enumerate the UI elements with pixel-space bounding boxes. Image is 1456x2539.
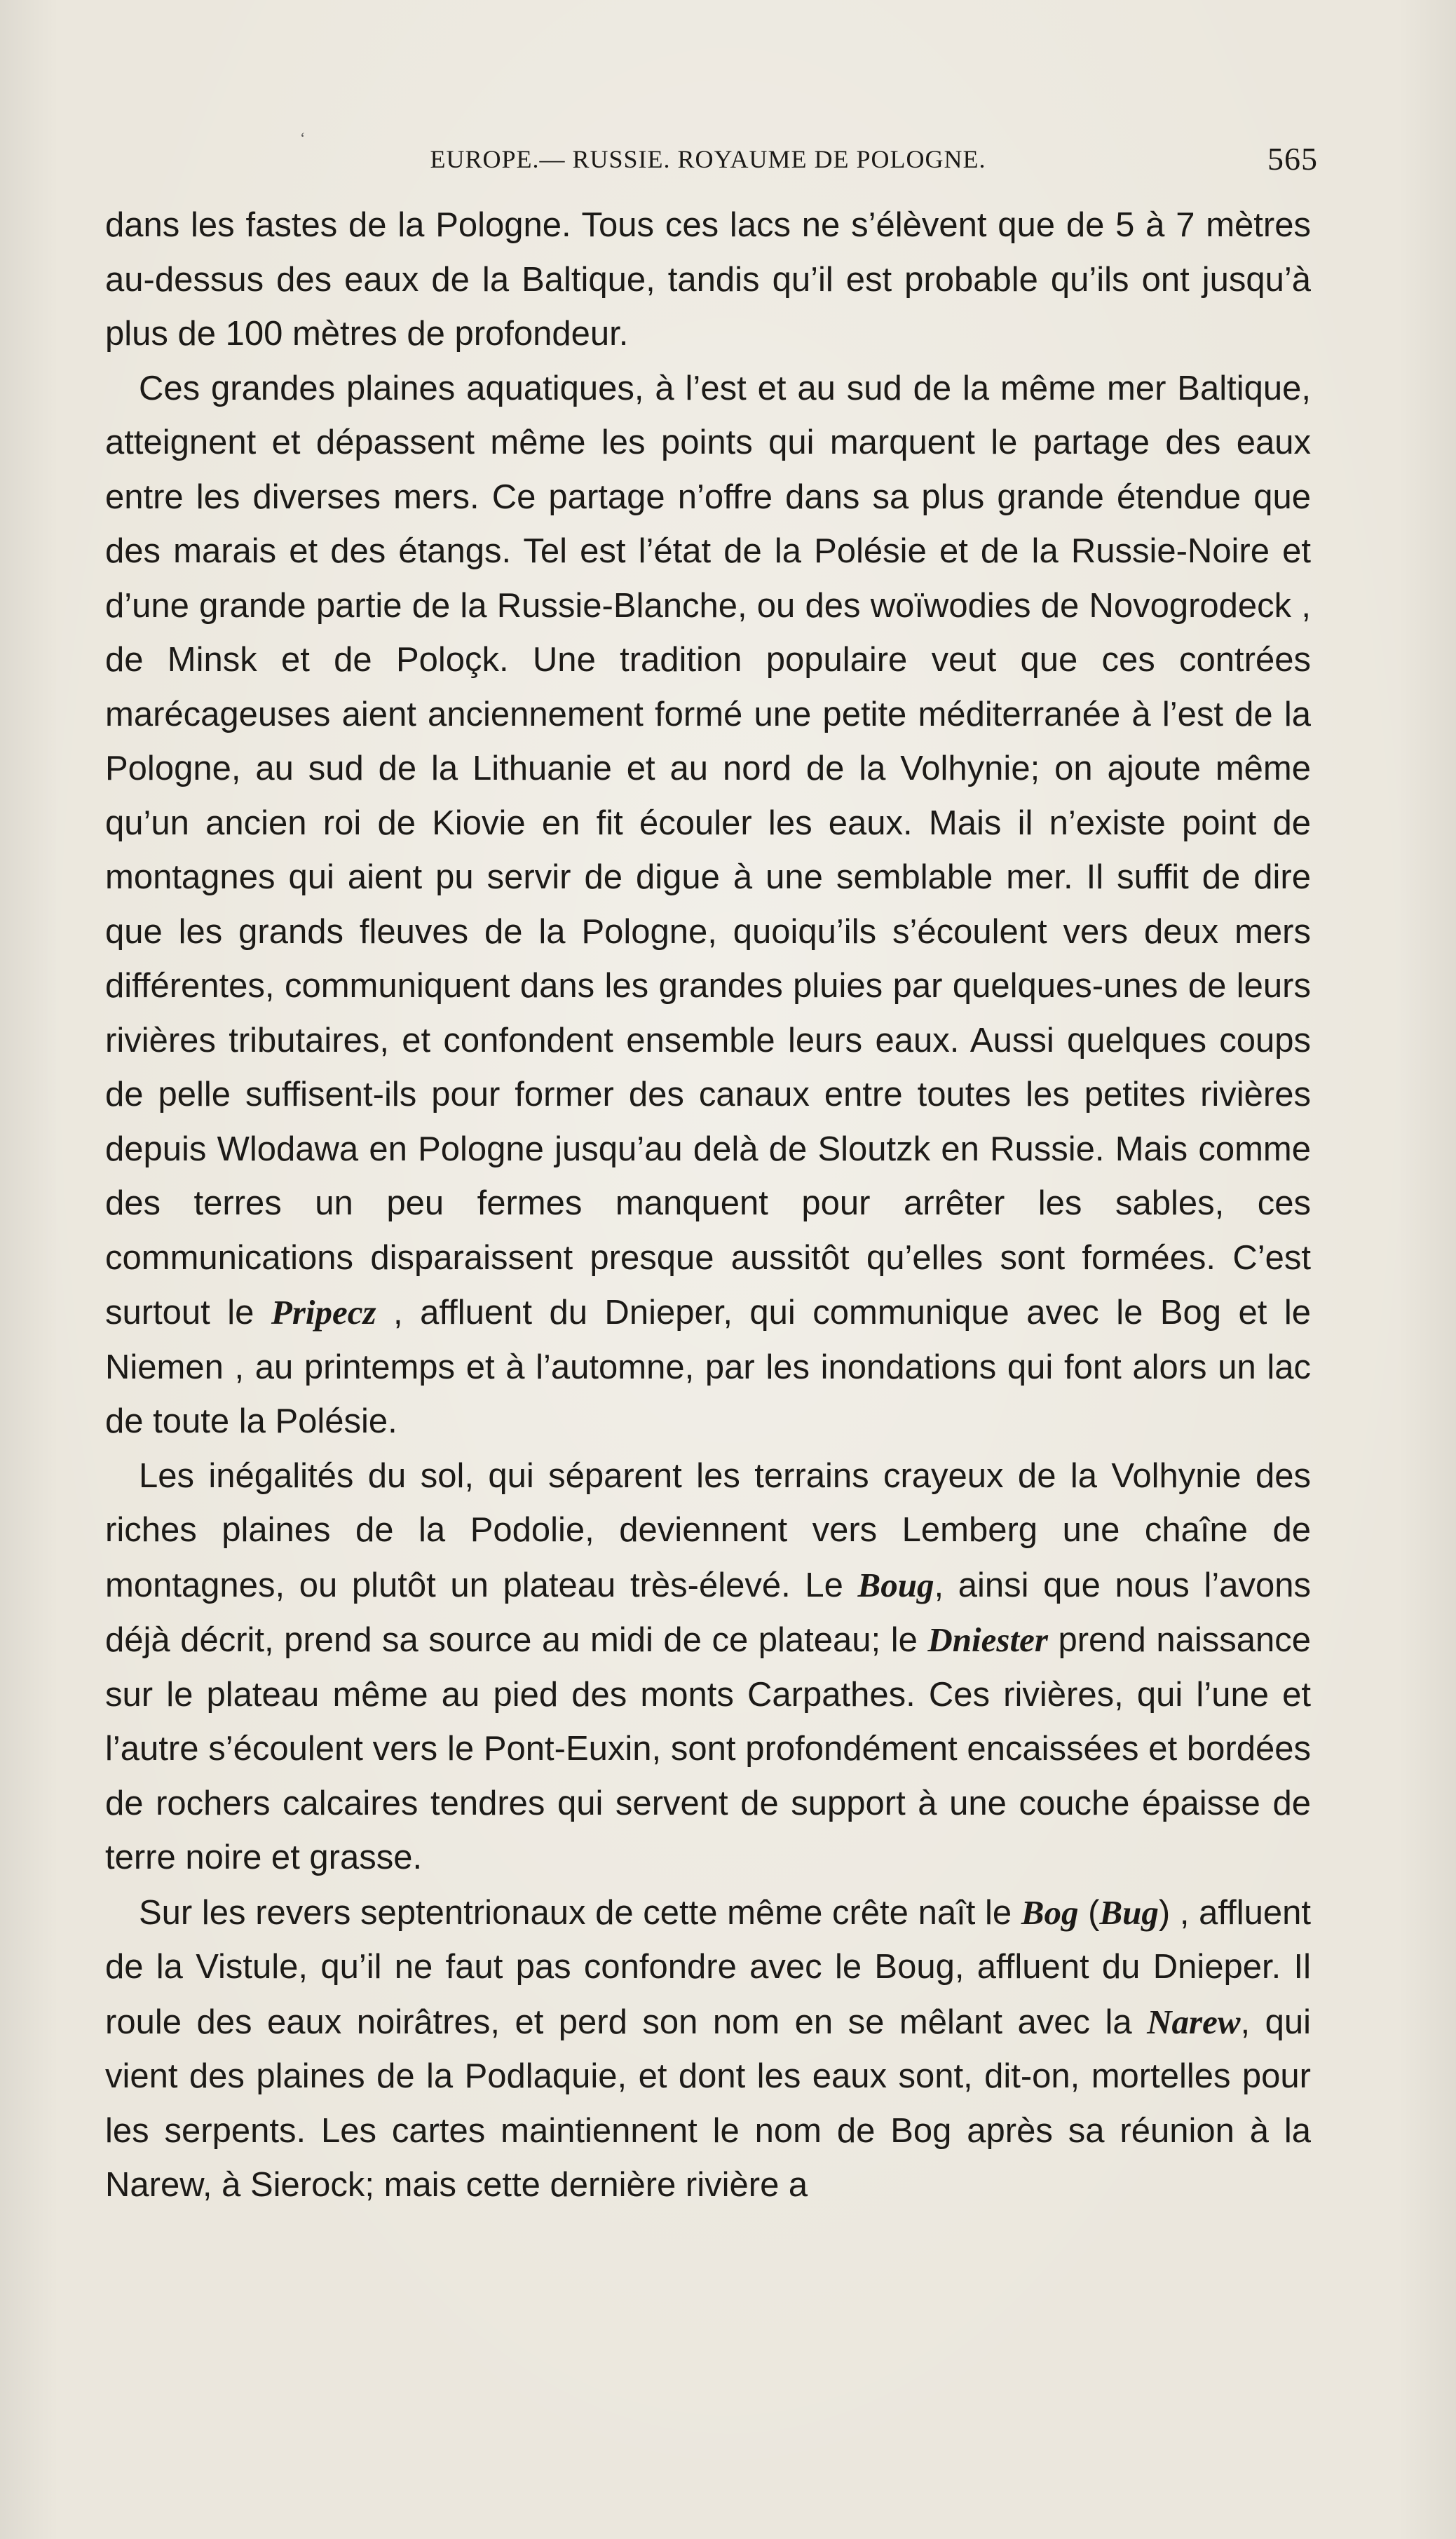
paragraph-3-text-a: Les inégalités du sol, qui séparent les terrains crayeux de la Volhynie des riches plaines de la Podolie, deviennent vers Lemberg une chaîne de montagnes, ou plutôt un plateau très-élevé. Le [105, 1456, 1311, 1604]
running-head [98, 140, 1318, 182]
paragraph-2-text-a: Ces grandes plaines aquatiques, à l’est et au sud de la même mer Baltique, atteignent et dépassent même les points qui marquent le partage des eaux entre les diverses mers. Ce partage n’offre dans sa plus grande étendue que des marais et des étangs. Tel est l’état de la Polésie et de la Russie-Noire et d’une grande partie de la Russie-Blanche, ou des woïwodies de Novogrodeck , de Minsk et de Poloçk. Une tradition populaire veut que ces contrées marécageuses aient anciennement formé une petite méditerranée à l’est de la Pologne, au sud de la Lithuanie et au nord de la Volhynie; on ajoute même qu’un ancien roi de Kiovie en fit écouler les eaux. Mais il n’existe point de montagnes qui aient pu servir de digue à une semblable mer. Il suffit de dire que les grands fleuves de la Pologne, quoiqu’ils s’écoulent vers deux mers différentes, communiquent dans les grandes pluies par quelques-unes de leurs rivières tributaires, et confondent ensemble leurs eaux. Aussi quelques coups de pelle suffisent-ils pour former des canaux entre toutes les petites rivières depuis Wlodawa en Pologne jusqu’au delà de Sloutzk en Russie. Mais comme des terres un peu fermes manquent pour arrêter les sables, ces communications disparaissent presque aussitôt qu’elles sont formées. C’est surtout le [105, 369, 1311, 1332]
paragraph-3 [105, 1449, 1311, 1885]
paragraph-4-text-c: ( [1078, 1893, 1100, 1932]
river-name-bog: Bog [1021, 1893, 1079, 1932]
river-name-narew: Narew [1147, 2002, 1241, 2041]
paragraph-3-text-c: , ainsi que nous l’avons déjà décrit, prend sa source au midi de ce plateau; le [105, 1566, 1311, 1659]
paragraph-3-text-e: prend naissance sur le plateau même au pied des monts Carpathes. Ces rivières, qui l’une et l’autre s’écoulent vers le Pont-Euxin, sont profondément encaissées et bordées de rochers calcaires tendres qui servent de support à une couche épaisse de terre noire et grasse. [105, 1621, 1311, 1876]
paragraph-4-text-a: Sur les revers septentrionaux de cette même crête naît le [139, 1893, 1021, 1932]
river-name-boug: Boug [857, 1565, 934, 1604]
river-name-dniester: Dniester [927, 1620, 1048, 1659]
paragraph-1-text: dans les fastes de la Pologne. Tous ces lacs ne s’élèvent que de 5 à 7 mètres au-dessus des eaux de la Baltique, tandis qu’il est probable qu’ils ont jusqu’à plus de 100 mètres de profondeur. [105, 206, 1311, 353]
paragraph-2 [105, 362, 1311, 1449]
paragraph-4-text-g: , qui vient des plaines de la Podlaquie, et dont les eaux sont, dit-on, mortelles pour les serpents. Les cartes maintiennent le nom de Bog après sa réunion à la Narew, à Sierock; mais cette dernière rivière a [105, 2003, 1311, 2204]
page-number: 565 [1267, 141, 1318, 177]
body-text [105, 198, 1311, 2213]
paragraph-4 [105, 1885, 1311, 2213]
river-name-pripecz: Pripecz [271, 1293, 376, 1332]
river-name-bug: Bug [1099, 1893, 1159, 1932]
paragraph-4-text-e: ) , affluent de la Vistule, qu’il ne faut pas confondre avec le Boug, affluent du Dnieper. Il roule des eaux noirâtres, et perd son nom en se mêlant avec la [105, 1893, 1311, 2041]
paragraph-2-text-c: , affluent du Dnieper, qui communique avec le Bog et le Niemen , au printemps et à l’automne, par les inondations qui font alors un lac de toute la Polésie. [105, 1294, 1311, 1440]
paragraph-1 [105, 198, 1311, 362]
stray-mark: ‘ [300, 129, 306, 147]
running-head-title: EUROPE.— RUSSIE. ROYAUME DE POLOGNE. [430, 145, 986, 173]
